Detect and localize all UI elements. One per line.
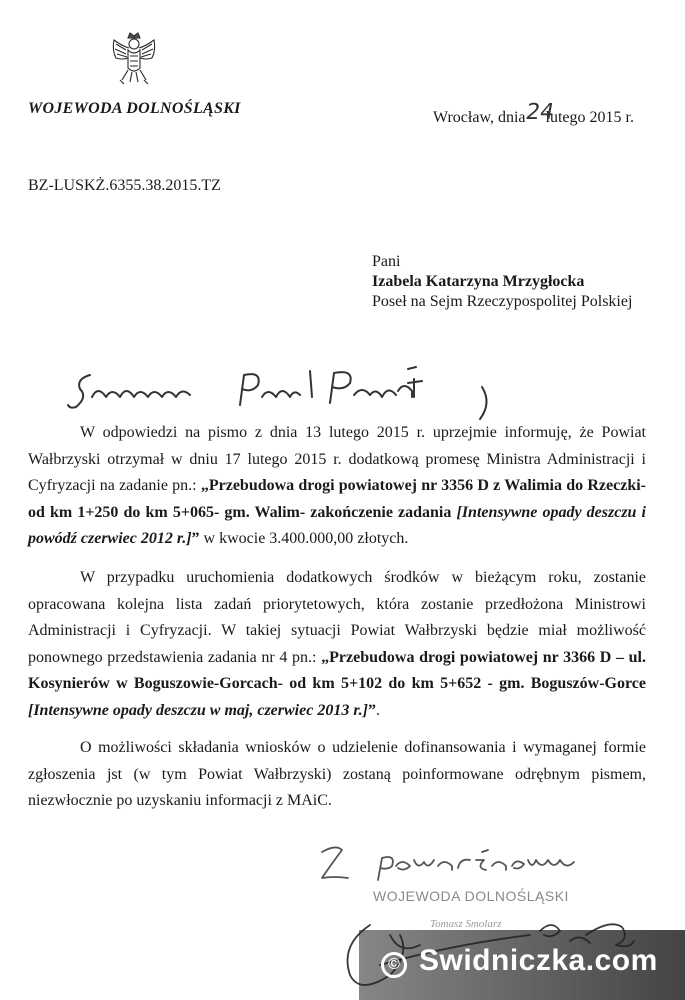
official-stamp-name: Tomasz Smolarz [430, 918, 502, 930]
recipient-block [372, 252, 632, 312]
body-paragraph-2 [28, 565, 646, 725]
p2-task-title: „Przebudowa drogi powiatowej nr 3366 D – ul. Kosynierów w Boguszowie-Gorcach- od km 5+102 do km 5+652 - gm. Boguszów-Gorce [28, 648, 646, 693]
p1-task-title: „Przebudowa drogi powiatowej nr 3356 D z Walimia do Rzeczki- od km 1+250 do km 5+065- gm. Walim- zakończenie zadania [28, 477, 646, 521]
place-date-prefix: Wrocław, dnia [433, 109, 526, 126]
p2-task-reason: [Intensywne opady deszczu w maj, czerwiec 2013 r.] [28, 701, 368, 719]
recipient-name: Izabela Katarzyna Mrzygłocka [372, 273, 585, 290]
p2-text: W przypadku uruchomienia dodatkowych środków w bieżącym roku, zostanie opracowana kolejna lista zadań priorytetowych, która zostanie przedłożona Ministrowi Administracji i Cyfryzacji. W takiej sytuacji Powiat Wałbrzyski będzie miał możliwość ponownego przedstawienia zadania nr 4 pn.: [28, 569, 646, 666]
place-date-suffix: lutego 2015 r. [545, 109, 634, 126]
handwritten-closing-note [318, 840, 623, 890]
handwritten-day: 24 [523, 100, 556, 125]
body-paragraph-1 [28, 420, 646, 553]
body-paragraph-3: O możliwości składania wniosków o udzielenie dofinansowania i wymaganej formie zgłoszenia jst (w tym Powiat Wałbrzyski) zostaną poinformowane odrębnym pismem, niezwłocznie po uzyskaniu informacji z MAiC. [28, 739, 646, 810]
p1-task-reason: [Intensywne opady deszczu i powódź czerwiec 2012 r.] [28, 503, 646, 548]
recipient-title: Pani [372, 253, 401, 270]
official-stamp-title: WOJEWODA DOLNOŚLĄSKI [373, 888, 569, 904]
p1-quote-close: ” [191, 530, 200, 548]
reference-number: BZ-LUSKŻ.6355.38.2015.TZ [28, 177, 221, 194]
polish-eagle-emblem-icon [108, 30, 160, 88]
issuer-title: WOJEWODA DOLNOŚLĄSKI [28, 100, 241, 117]
p2-period: . [376, 701, 380, 719]
p1-amount-text: w kwocie 3.400.000,00 złotych. [199, 530, 409, 548]
site-watermark [359, 930, 685, 1000]
handwritten-salutation [62, 357, 502, 427]
p2-quote-close: ” [368, 701, 376, 719]
watermark-text: Swidniczka.com [419, 944, 658, 977]
p1-text: W odpowiedzi na pismo z dnia 13 lutego 2015 r. uprzejmie informuję, że Powiat Wałbrzyski otrzymał w dniu 17 lutego 2015 r. dodatkową promesę Ministra Administracji i Cyfryzacji na zadanie pn.: [28, 424, 646, 495]
place-and-date [433, 100, 634, 128]
recipient-position: Poseł na Sejm Rzeczypospolitej Polskiej [372, 293, 633, 310]
copyright-icon: © [381, 952, 407, 978]
